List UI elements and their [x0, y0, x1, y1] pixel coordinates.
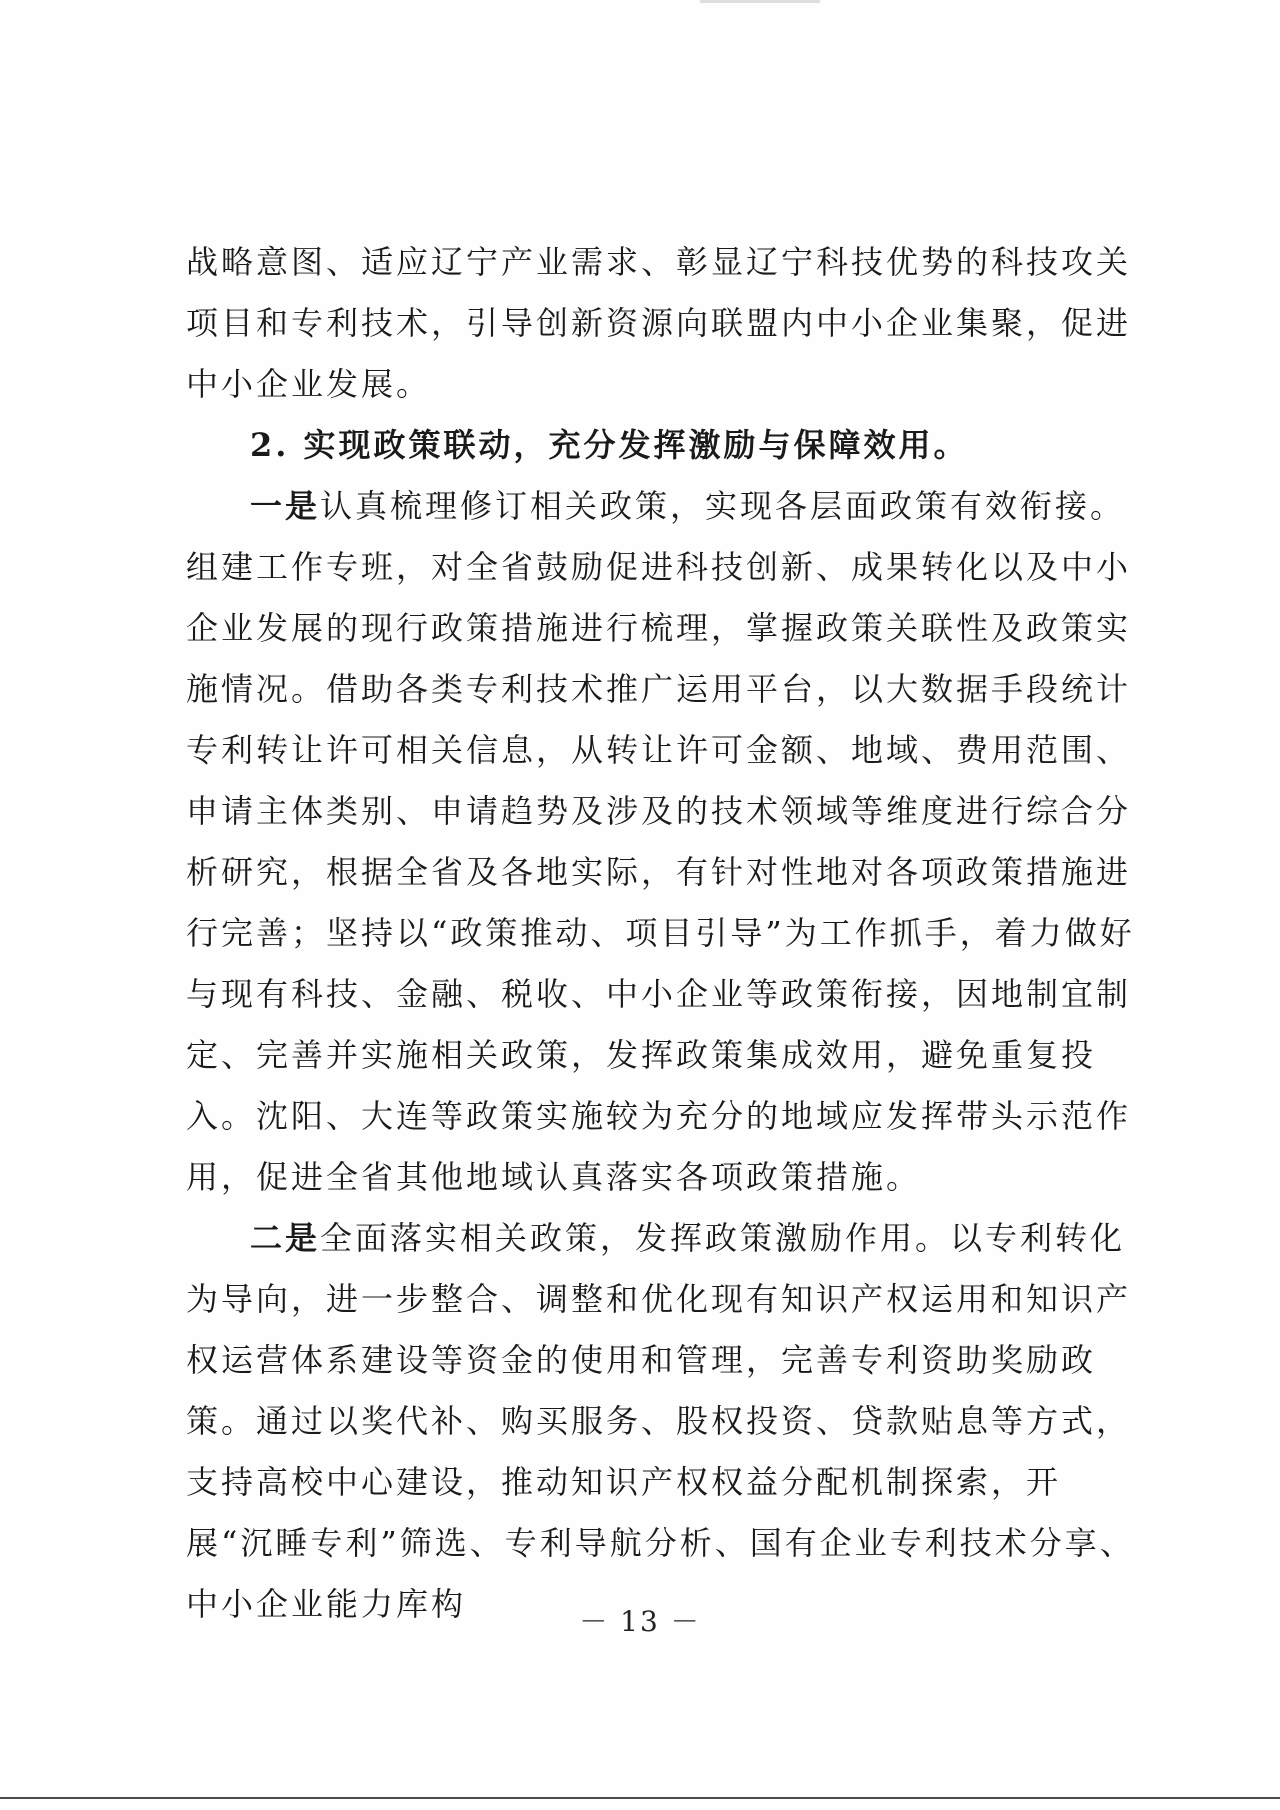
continuation-paragraph: 战略意图、适应辽宁产业需求、彰显辽宁科技优势的科技攻关项目和专利技术，引导创新资源向联盟内中小企业集聚，促进中小企业发展。 — [186, 243, 1132, 403]
scan-artifact-bottom — [0, 1797, 1280, 1799]
paragraph-text-2: 全面落实相关政策，发挥政策激励作用。以专利转化为导向，进一步整合、调整和优化现有知识产权运用和知识产权运营体系建设等资金的使用和管理，完善专利资助奖励政策。通过以奖代补、购买服务、股权投资、贷款贴息等方式，支持高校中心建设，推动知识产权权益分配机制探索，开展“沉睡专利”筛选、专利导航分析、国有企业专利技术分享、中小企业能力库构 — [186, 1219, 1135, 1623]
paragraph-lead-2: 二是 — [250, 1219, 321, 1257]
body-text — [186, 232, 1146, 1635]
paragraph-lead-1: 一是 — [250, 487, 321, 525]
paragraph-policy-review — [186, 476, 1146, 1208]
scan-artifact-top — [700, 0, 820, 3]
section-heading: 2. 实现政策联动，充分发挥激励与保障效用。 — [250, 426, 969, 464]
paragraph-policy-implementation — [186, 1208, 1146, 1635]
paragraph-text-1: 认真梳理修订相关政策，实现各层面政策有效衔接。组建工作专班，对全省鼓励促进科技创新、成果转化以及中小企业发展的现行政策措施进行梳理，掌握政策关联性及政策实施情况。借助各类专利技术推广运用平台，以大数据手段统计专利转让许可相关信息，从转让许可金额、地域、费用范围、申请主体类别、申请趋势及涉及的技术领域等维度进行综合分析研究，根据全省及各地实际，有针对性地对各项政策措施进行完善；坚持以“政策推动、项目引导”为工作抓手，着力做好与现有科技、金融、税收、中小企业等政策衔接，因地制宜制定、完善并实施相关政策，发挥政策集成效用，避免重复投入。沈阳、大连等政策实施较为充分的地域应发挥带头示范作用，促进全省其他地域认真落实各项政策措施。 — [186, 487, 1135, 1196]
page-number: － 13 － — [579, 1605, 701, 1638]
